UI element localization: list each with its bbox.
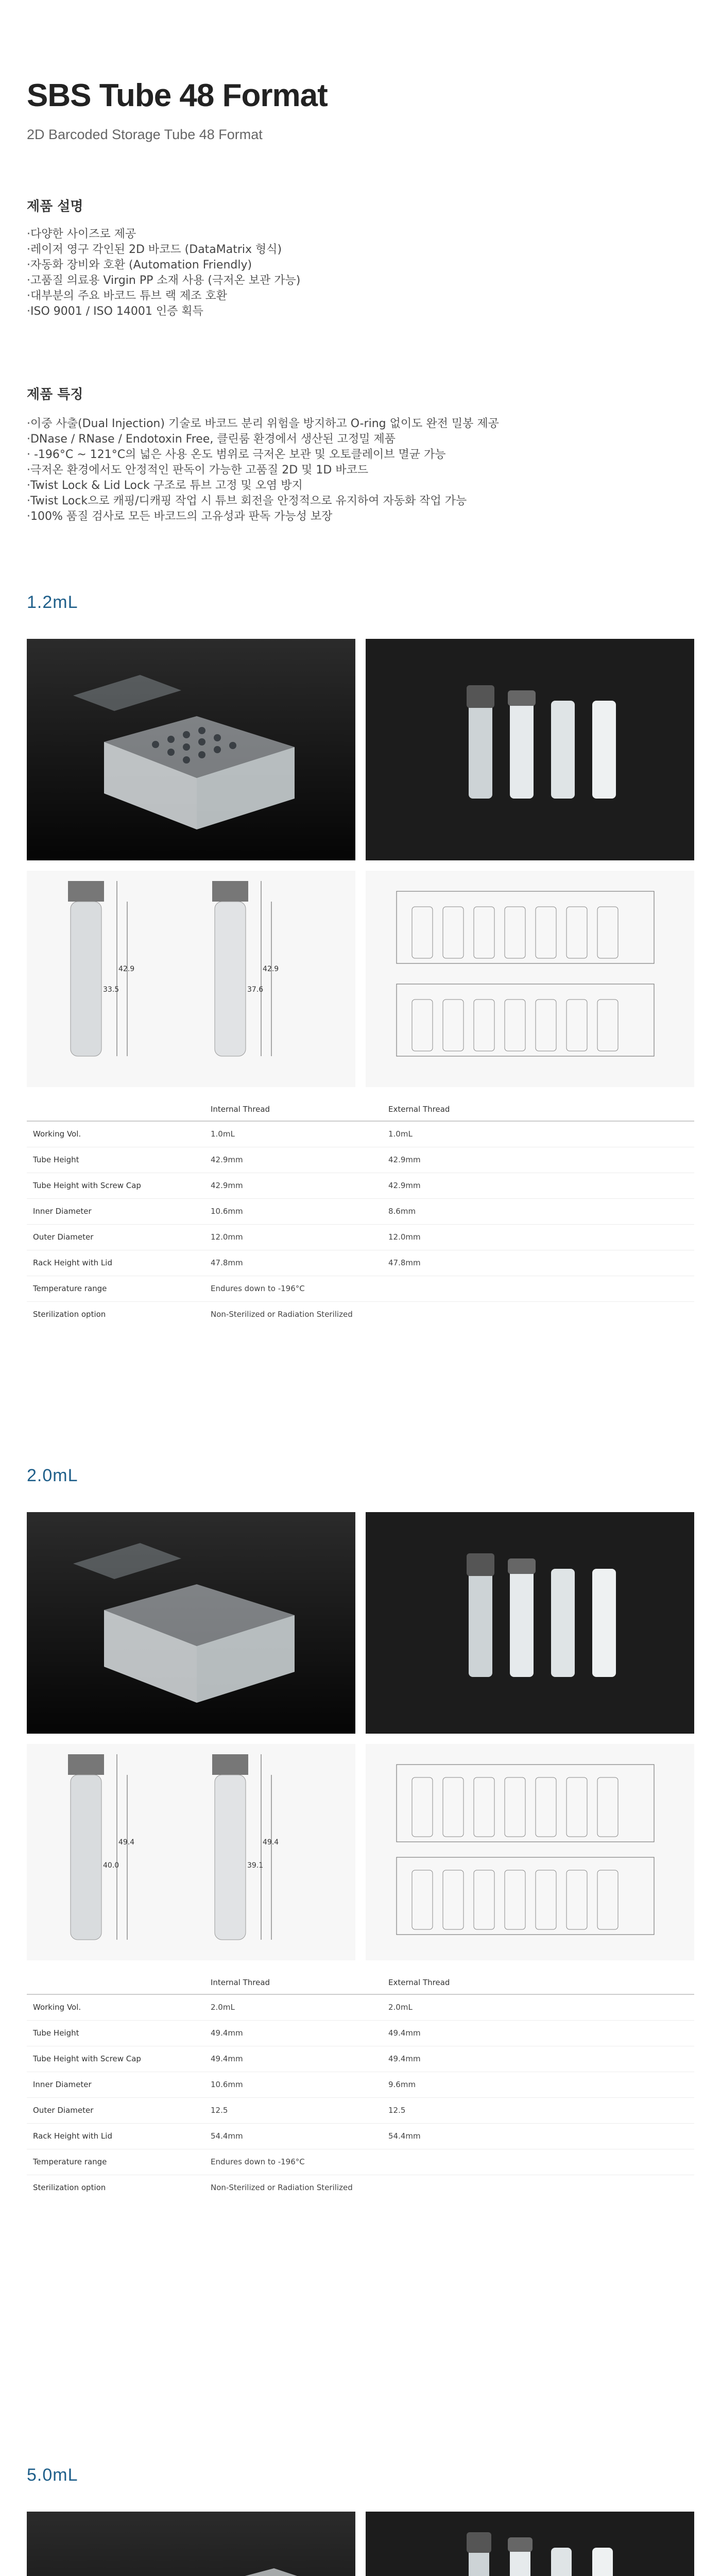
- tubes-photo: [366, 2512, 694, 2576]
- description-line: ·ISO 9001 / ISO 14001 인증 획득: [27, 305, 203, 318]
- rack-photo: [27, 1512, 355, 1734]
- table-row: Outer Diameter 12.0mm 12.0mm: [27, 1224, 694, 1250]
- tubes-photo: [366, 1512, 694, 1734]
- dim-label: 42.9: [263, 965, 279, 973]
- description-line: ·다양한 사이즈로 제공: [27, 228, 136, 241]
- table-row: Tube Height 49.4mm 49.4mm: [27, 2020, 694, 2046]
- table-row: Rack Height with Lid 54.4mm 54.4mm: [27, 2123, 694, 2149]
- page-subtitle: 2D Barcoded Storage Tube 48 Format: [27, 127, 263, 142]
- feature-line: · -196°C ~ 121°C의 넓은 사용 온도 범위로 극저온 보관 및 오토클레이브 멸균 가능: [27, 448, 446, 461]
- table-row: Tube Height with Screw Cap 42.9mm 42.9mm: [27, 1173, 694, 1198]
- col-header-internal: Internal Thread: [204, 1971, 382, 1994]
- dim-label: 49.4: [263, 1838, 279, 1846]
- description-line: ·고품질 의료용 Virgin PP 소재 사용 (극저온 보관 가능): [27, 274, 301, 287]
- features-list: [27, 416, 694, 524]
- spec-table-2-0ml: [27, 1971, 694, 2200]
- page-title: SBS Tube 48 Format: [27, 78, 328, 113]
- dim-label: 39.1: [247, 1861, 264, 1870]
- table-row: Inner Diameter 10.6mm 9.6mm: [27, 2072, 694, 2097]
- rack-dimension-drawing: [366, 1744, 694, 1960]
- col-header-external: External Thread: [382, 1097, 694, 1121]
- dim-label: 37.6: [247, 986, 264, 994]
- feature-line: ·DNase / RNase / Endotoxin Free, 클린룸 환경에서 생산된 고정밀 제품: [27, 433, 396, 446]
- table-row: Outer Diameter 12.5 12.5: [27, 2097, 694, 2123]
- feature-line: ·Twist Lock & Lid Lock 구조로 튜브 고정 및 오염 방지: [27, 479, 303, 492]
- feature-line: ·Twist Lock으로 캐핑/디캐핑 작업 시 튜브 회전을 안정적으로 유지하여 자동화 작업 가능: [27, 495, 467, 507]
- feature-line: ·극저온 환경에서도 안정적인 판독이 가능한 고품질 2D 및 1D 바코드: [27, 464, 369, 477]
- rack-dimension-drawing: [366, 871, 694, 1087]
- dim-label: 42.9: [118, 965, 135, 973]
- table-row: Temperature range Endures down to -196°C: [27, 1276, 694, 1301]
- table-row: Working Vol. 1.0mL 1.0mL: [27, 1121, 694, 1147]
- section-title-2-0ml: 2.0mL: [27, 1466, 78, 1485]
- table-row: Sterilization option Non-Sterilized or Radiation Sterilized: [27, 1301, 694, 1327]
- description-line: ·대부분의 주요 바코드 튜브 랙 제조 호환: [27, 290, 227, 302]
- rack-photo: [27, 2512, 355, 2576]
- rack-photo: [27, 639, 355, 860]
- description-line: ·자동화 장비와 호환 (Automation Friendly): [27, 259, 252, 272]
- feature-line: ·이중 사출(Dual Injection) 기술로 바코드 분리 위험을 방지하고 O-ring 없이도 완전 밀봉 제공: [27, 417, 499, 430]
- table-row: Rack Height with Lid 47.8mm 47.8mm: [27, 1250, 694, 1276]
- table-row: Temperature range Endures down to -196°C: [27, 2149, 694, 2175]
- section-title-1-2ml: 1.2mL: [27, 592, 78, 612]
- table-row: Sterilization option Non-Sterilized or Radiation Sterilized: [27, 2175, 694, 2200]
- feature-line: ·100% 품질 검사로 모든 바코드의 고유성과 판독 가능성 보장: [27, 510, 333, 523]
- col-header-external: External Thread: [382, 1971, 694, 1994]
- tubes-photo: [366, 639, 694, 860]
- dim-label: 33.5: [103, 986, 119, 994]
- table-row: Tube Height 42.9mm 42.9mm: [27, 1147, 694, 1173]
- dim-label: 40.0: [103, 1861, 119, 1870]
- table-row: Tube Height with Screw Cap 49.4mm 49.4mm: [27, 2046, 694, 2072]
- description-heading: 제품 설명: [27, 199, 83, 214]
- tube-dimension-drawing: [27, 1744, 355, 1960]
- spec-table-1-2ml: [27, 1097, 694, 1327]
- table-row: Inner Diameter 10.6mm 8.6mm: [27, 1198, 694, 1224]
- table-row: Working Vol. 2.0mL 2.0mL: [27, 1994, 694, 2020]
- features-heading: 제품 특징: [27, 387, 83, 402]
- tube-dimension-drawing: [27, 871, 355, 1087]
- dim-label: 49.4: [118, 1838, 135, 1846]
- section-title-5-0ml: 5.0mL: [27, 2465, 78, 2485]
- description-list: [27, 227, 694, 319]
- description-line: ·레이저 영구 각인된 2D 바코드 (DataMatrix 형식): [27, 243, 282, 256]
- col-header-internal: Internal Thread: [204, 1097, 382, 1121]
